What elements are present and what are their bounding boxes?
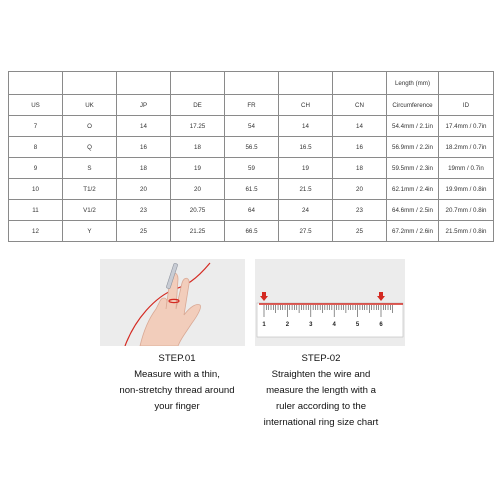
table-cell: Q: [63, 137, 117, 158]
table-cell: 54.4mm / 2.1in: [387, 116, 439, 137]
table-cell: 67.2mm / 2.6in: [387, 221, 439, 242]
hand-measuring-illustration: [100, 259, 245, 346]
step2-caption: [246, 351, 396, 431]
table-cell: 17.4mm / 0.7in: [439, 116, 494, 137]
table-cell: 19: [279, 158, 333, 179]
step1-line-1: Measure with a thin,: [134, 369, 220, 380]
ruler-number: 2: [285, 322, 290, 328]
table-row: [9, 200, 494, 221]
table-cell: 16: [117, 137, 171, 158]
end-marker-arrow-icon: [377, 292, 385, 301]
ruler-number: 4: [332, 322, 336, 328]
table-cell: 23: [333, 200, 387, 221]
table-cell: 27.5: [279, 221, 333, 242]
table-cell: 10: [9, 179, 63, 200]
table-cell: 18: [117, 158, 171, 179]
table-cell: 20: [117, 179, 171, 200]
table-cell: 59.5mm / 2.3in: [387, 158, 439, 179]
table-cell: T1/2: [63, 179, 117, 200]
table-cell: 66.5: [225, 221, 279, 242]
table-cell: 23: [117, 200, 171, 221]
table-header-group-row: [9, 72, 494, 95]
table-cell: 11: [9, 200, 63, 221]
header-fr: FR: [225, 95, 279, 116]
step1-line-3: your finger: [154, 401, 200, 412]
table-cell: 56.5: [225, 137, 279, 158]
table-header-row: [9, 95, 494, 116]
table-cell: 9: [9, 158, 63, 179]
table-cell: 21.5mm / 0.8in: [439, 221, 494, 242]
table-cell: 21.5: [279, 179, 333, 200]
table-cell: 19.9mm / 0.8in: [439, 179, 494, 200]
table-cell: 59: [225, 158, 279, 179]
start-marker-arrow-icon: [260, 292, 268, 301]
header-us: US: [9, 95, 63, 116]
table-cell: 16: [333, 137, 387, 158]
step1-caption: [92, 351, 262, 415]
table-cell: 61.5: [225, 179, 279, 200]
table-cell: 14: [333, 116, 387, 137]
table-cell: 25: [333, 221, 387, 242]
table-cell: 20.75: [171, 200, 225, 221]
table-cell: O: [63, 116, 117, 137]
table-row: [9, 221, 494, 242]
step1-illustration: [100, 259, 245, 346]
table-cell: 7: [9, 116, 63, 137]
table-cell: 21.25: [171, 221, 225, 242]
table-row: [9, 116, 494, 137]
table-cell: 20: [333, 179, 387, 200]
table-cell: 64: [225, 200, 279, 221]
table-cell: 14: [279, 116, 333, 137]
table-cell: 8: [9, 137, 63, 158]
table-cell: S: [63, 158, 117, 179]
table-cell: V1/2: [63, 200, 117, 221]
table-cell: 14: [117, 116, 171, 137]
table-cell: 17.25: [171, 116, 225, 137]
step1-title: STEP.01: [158, 353, 196, 364]
ring-size-table: [8, 71, 494, 242]
ruler-number: 6: [379, 322, 383, 328]
header-circumference: Circumference: [387, 95, 439, 116]
length-group-header: Length (mm): [387, 72, 439, 95]
table-cell: 24: [279, 200, 333, 221]
step2-line-1: Straighten the wire and: [271, 369, 371, 380]
table-cell: Y: [63, 221, 117, 242]
table-cell: 18: [333, 158, 387, 179]
step2-line-3: ruler according to the: [275, 401, 367, 412]
table-cell: 19: [171, 158, 225, 179]
table-cell: 19mm / 0.7in: [439, 158, 494, 179]
header-de: DE: [171, 95, 225, 116]
header-uk: UK: [63, 95, 117, 116]
ruler-illustration: [255, 259, 405, 346]
table-cell: 25: [117, 221, 171, 242]
table-cell: 54: [225, 116, 279, 137]
table-cell: 18: [171, 137, 225, 158]
table-cell: 20.7mm / 0.8in: [439, 200, 494, 221]
header-id: ID: [439, 95, 494, 116]
header-cn: CN: [333, 95, 387, 116]
ruler-number: 5: [355, 322, 360, 328]
table-row: [9, 137, 494, 158]
table-row: [9, 158, 494, 179]
table-cell: 64.6mm / 2.5in: [387, 200, 439, 221]
step2-title: STEP-02: [301, 353, 341, 364]
header-jp: JP: [117, 95, 171, 116]
ruler-number: 1: [262, 322, 266, 328]
table-cell: 12: [9, 221, 63, 242]
header-ch: CH: [279, 95, 333, 116]
table-cell: 56.9mm / 2.2in: [387, 137, 439, 158]
step2-line-4: international ring size chart: [263, 417, 379, 428]
table-cell: 62.1mm / 2.4in: [387, 179, 439, 200]
ruler-number: 3: [309, 322, 313, 328]
step2-illustration: [255, 259, 405, 346]
table-cell: 18.2mm / 0.7in: [439, 137, 494, 158]
table-cell: 20: [171, 179, 225, 200]
table-cell: 16.5: [279, 137, 333, 158]
table-row: [9, 179, 494, 200]
step1-line-2: non-stretchy thread around: [119, 385, 235, 396]
step2-line-2: measure the length with a: [266, 385, 376, 396]
